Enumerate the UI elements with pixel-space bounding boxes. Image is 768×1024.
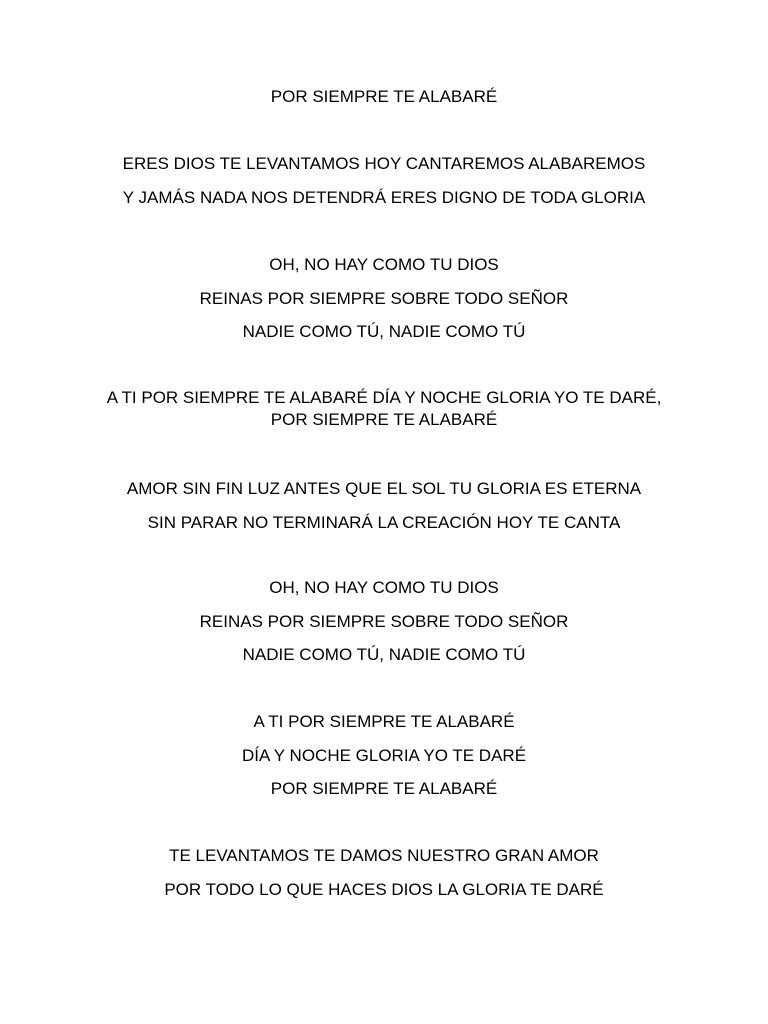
lyric-line: A TI POR SIEMPRE TE ALABARÉ <box>253 712 515 731</box>
lyric-line: OH, NO HAY COMO TU DIOS <box>269 578 499 597</box>
lyric-line: REINAS POR SIEMPRE SOBRE TODO SEÑOR <box>199 288 569 308</box>
stanza-1 <box>0 153 768 220</box>
lyric-line: POR TODO LO QUE HACES DIOS LA GLORIA TE DARÉ <box>164 879 604 899</box>
lyric-line: SIN PARAR NO TERMINARÁ LA CREACIÓN HOY TE CANTA <box>147 512 621 532</box>
stanza-5-chorus <box>0 577 768 678</box>
lyric-line: AMOR SIN FIN LUZ ANTES QUE EL SOL TU GLORIA ES ETERNA <box>126 479 642 498</box>
lyric-line: REINAS POR SIEMPRE SOBRE TODO SEÑOR <box>199 611 569 631</box>
lyric-line: POR SIEMPRE TE ALABARÉ <box>270 779 498 798</box>
lyric-line: TE LEVANTAMOS TE DAMOS NUESTRO GRAN AMOR <box>169 846 599 865</box>
lyric-line: DÍA Y NOCHE GLORIA YO TE DARÉ <box>241 745 527 765</box>
lyric-line: A TI POR SIEMPRE TE ALABARÉ DÍA Y NOCHE GLORIA YO TE DARÉ, POR SIEMPRE TE ALABARÉ <box>106 388 662 429</box>
lyric-line: NADIE COMO TÚ, NADIE COMO TÚ <box>242 322 526 341</box>
lyric-line: Y JAMÁS NADA NOS DETENDRÁ ERES DIGNO DE TODA GLORIA <box>122 187 646 207</box>
stanza-6 <box>0 711 768 812</box>
stanza-2-chorus <box>0 254 768 355</box>
stanza-7 <box>0 845 768 912</box>
stanza-3 <box>0 387 768 431</box>
lyric-line: ERES DIOS TE LEVANTAMOS HOY CANTAREMOS ALABAREMOS <box>122 154 646 173</box>
lyric-line: OH, NO HAY COMO TU DIOS <box>269 255 499 274</box>
stanza-4 <box>0 478 768 545</box>
song-title: POR SIEMPRE TE ALABARÉ <box>270 87 498 106</box>
lyric-line: NADIE COMO TÚ, NADIE COMO TÚ <box>242 645 526 664</box>
